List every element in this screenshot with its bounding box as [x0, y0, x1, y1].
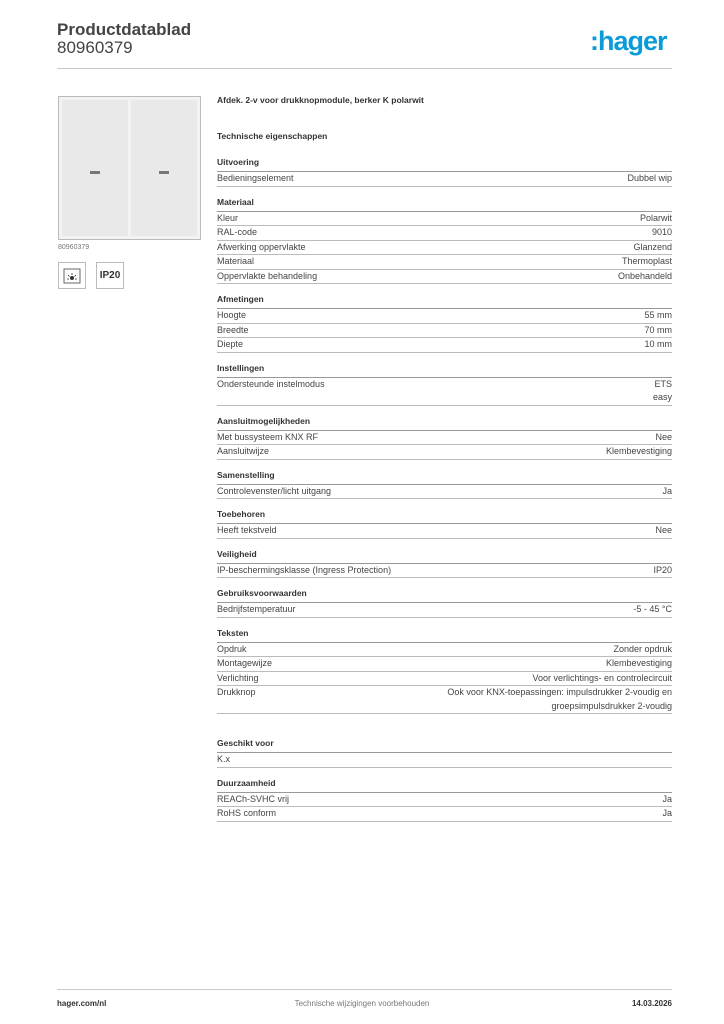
spec-row — [217, 753, 672, 768]
spec-label: Afwerking oppervlakte — [217, 241, 306, 252]
spec-label: REACh-SVHC vrij — [217, 793, 290, 804]
ip20-badge: IP20 — [96, 262, 124, 289]
section-title: Samenstelling — [217, 470, 672, 485]
rocker-left — [62, 100, 128, 236]
spec-section — [217, 416, 672, 460]
spec-label: Met bussysteem KNX RF — [217, 431, 319, 442]
spec-section — [217, 294, 672, 353]
spec-section — [217, 738, 672, 768]
rocker-right — [131, 100, 197, 236]
spec-value: Ook voor KNX-toepassingen: impulsdrukker 2-voudig en groepsimpulsdrukker 2-voudig — [447, 687, 672, 711]
section-title: Geschikt voor — [217, 738, 672, 753]
spec-row — [217, 657, 672, 672]
section-title: Materiaal — [217, 197, 672, 212]
section-title: Veiligheid — [217, 549, 672, 564]
spec-row — [217, 324, 672, 339]
product-title: Afdek. 2-v voor drukknopmodule, berker K polarwit — [217, 95, 424, 105]
spec-value: ETS easy — [652, 378, 672, 402]
spec-row — [217, 793, 672, 808]
header-divider — [57, 68, 672, 69]
page-title: Productdatablad — [57, 20, 192, 39]
spec-value: Thermoplast — [621, 256, 672, 266]
spec-row — [217, 603, 672, 618]
image-code: 80960379 — [58, 244, 90, 251]
spec-label: Bedieningselement — [217, 173, 294, 183]
section-title: Aansluitmogelijkheden — [217, 416, 672, 431]
product-number: 80960379 — [57, 38, 133, 57]
footer-website[interactable]: hager.com/nl — [57, 999, 107, 1008]
spec-value: Polarwit — [639, 212, 672, 223]
spec-value: Zonder opdruk — [613, 643, 672, 654]
section-title: Gebruiksvoorwaarden — [217, 588, 672, 603]
spec-value: Nee — [655, 431, 672, 442]
section-title: Instellingen — [217, 363, 672, 378]
spec-value: 70 mm — [644, 324, 672, 335]
hager-logo: :hager — [590, 26, 667, 56]
spec-label: Breedte — [217, 324, 249, 335]
spec-label: Drukknop — [217, 687, 256, 697]
spec-value: -5 - 45 °C — [633, 604, 672, 614]
spec-row — [217, 807, 672, 822]
section-subtitle: Technische eigenschappen — [217, 131, 328, 141]
spec-value: Glanzend — [633, 241, 672, 252]
spec-section — [217, 778, 672, 822]
spec-label: Kleur — [217, 212, 239, 223]
spec-label: Heeft tekstveld — [217, 525, 277, 535]
section-title: Uitvoering — [217, 157, 672, 172]
spec-label: IP-beschermingsklasse (Ingress Protection) — [217, 564, 392, 575]
footer-divider — [57, 989, 672, 990]
spec-value: 55 mm — [644, 310, 672, 320]
footer-date: 14.03.2026 — [631, 999, 672, 1008]
spec-label: Montagewijze — [217, 658, 273, 668]
spec-label: RAL-code — [217, 227, 258, 237]
spec-label: Ondersteunde instelmodus — [217, 378, 325, 389]
spec-label: Controlevenster/licht uitgang — [217, 485, 332, 496]
section-title: Afmetingen — [217, 294, 672, 309]
spec-label: Verlichting — [217, 672, 259, 683]
spec-value: Klembevestiging — [605, 446, 672, 456]
spec-value: Voor verlichtings- en controlecircuit — [532, 672, 672, 683]
spec-row — [217, 431, 672, 446]
spec-value: Ja — [662, 808, 672, 818]
spec-row — [217, 270, 672, 285]
spec-value: Ja — [662, 793, 672, 804]
spec-label: K.x — [217, 754, 231, 764]
spec-section — [217, 470, 672, 500]
spec-label: Aansluitwijze — [217, 446, 270, 456]
spec-row — [217, 226, 672, 241]
spec-row — [217, 485, 672, 500]
spec-row — [217, 643, 672, 658]
spec-row — [217, 309, 672, 324]
spec-row — [217, 524, 672, 539]
spec-row — [217, 255, 672, 270]
spec-label: Bedrijfstemperatuur — [217, 604, 296, 614]
spec-label: Diepte — [217, 339, 244, 349]
spec-label: RoHS conform — [217, 808, 277, 818]
spec-value: Dubbel wip — [627, 173, 672, 183]
spec-section — [217, 588, 672, 618]
spec-section — [217, 549, 672, 579]
spec-section — [217, 197, 672, 285]
spec-value: Ja — [662, 485, 672, 496]
spec-label: Materiaal — [217, 256, 255, 266]
spec-row — [217, 672, 672, 687]
spec-row — [217, 564, 672, 579]
spec-value: Klembevestiging — [605, 658, 672, 668]
spec-label: Opdruk — [217, 643, 247, 654]
spec-row — [217, 686, 672, 714]
footer-disclaimer: Technische wijzigingen voorbehouden — [294, 999, 430, 1008]
spec-section — [217, 509, 672, 539]
spec-row — [217, 378, 672, 406]
spec-row — [217, 172, 672, 187]
spec-value: Onbehandeld — [617, 270, 672, 281]
spec-row — [217, 445, 672, 460]
spec-row — [217, 241, 672, 256]
spec-table — [217, 95, 672, 832]
spec-label: Oppervlakte behandeling — [217, 270, 318, 281]
product-image — [58, 96, 201, 240]
spec-section — [217, 363, 672, 406]
spec-value: IP20 — [653, 564, 672, 575]
spec-value: 10 mm — [644, 339, 672, 349]
spec-row — [217, 212, 672, 227]
spec-section — [217, 628, 672, 715]
spec-row — [217, 338, 672, 353]
section-title: Teksten — [217, 628, 672, 643]
spec-value: 9010 — [651, 227, 672, 237]
spec-section — [217, 157, 672, 187]
section-title: Toebehoren — [217, 509, 672, 524]
section-title: Duurzaamheid — [217, 778, 672, 793]
spec-value: Nee — [655, 525, 672, 535]
light-icon — [58, 262, 86, 289]
spec-label: Hoogte — [217, 310, 247, 320]
